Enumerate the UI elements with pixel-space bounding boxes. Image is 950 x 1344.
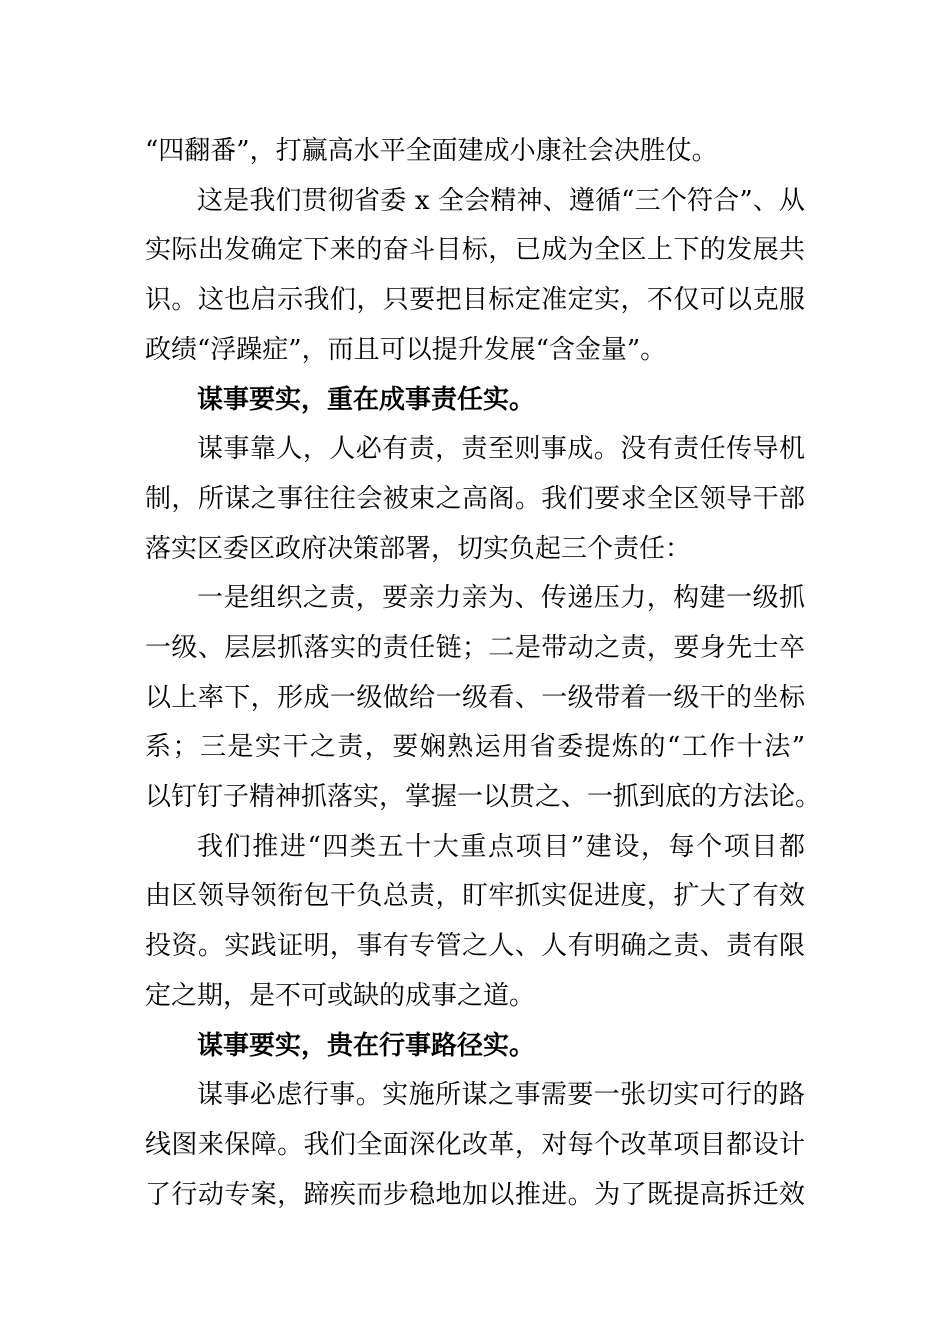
text-line: 政绩“浮躁症”，而且可以提升发展“含金量”。: [145, 335, 667, 365]
text-line: 识。这也启示我们，只要把目标定准定实，不仅可以克服: [145, 285, 805, 315]
text-line: 一级、层层抓落实的责任链；二是带动之责，要身先士卒: [145, 633, 805, 663]
text-line: 由区领导领衔包干负总责，盯牢抓实促进度，扩大了有效: [145, 881, 805, 911]
text-line: 一是组织之责，要亲力亲为、传递压力，构建一级抓: [197, 583, 805, 613]
section-heading: 谋事要实，重在成事责任实。: [197, 385, 536, 415]
text-line: 这是我们贯彻省委 x 全会精神、遵循“三个符合”、从: [197, 186, 805, 216]
text-line: 制，所谋之事往往会被束之高阁。我们要求全区领导干部: [145, 484, 805, 514]
text-line: 谋事必虑行事。实施所谋之事需要一张切实可行的路: [197, 1080, 805, 1110]
text-line: 谋事靠人，人必有责，责至则事成。没有责任传导机: [197, 434, 805, 464]
text-line: “四翻番”，打赢高水平全面建成小康社会决胜仗。: [145, 136, 718, 166]
section-heading: 谋事要实，贵在行事路径实。: [197, 1031, 536, 1061]
text-line: 落实区委区政府决策部署，切实负起三个责任：: [145, 534, 692, 564]
text-line: 投资。实践证明，事有专管之人、人有明确之责、责有限: [145, 931, 805, 961]
text-line: 了行动专案，蹄疾而步稳地加以推进。为了既提高拆迁效: [145, 1180, 805, 1210]
text-line: 以上率下，形成一级做给一级看、一级带着一级干的坐标: [145, 683, 805, 713]
text-line: 以钉钉子精神抓落实，掌握一以贯之、一抓到底的方法论。: [145, 782, 822, 812]
text-line: 实际出发确定下来的奋斗目标，已成为全区上下的发展共: [145, 235, 805, 265]
text-line: 线图来保障。我们全面深化改革，对每个改革项目都设计: [145, 1130, 805, 1160]
text-line: 我们推进“四类五十大重点项目”建设，每个项目都: [197, 832, 805, 862]
text-line: 定之期，是不可或缺的成事之道。: [145, 981, 536, 1011]
text-line: 系；三是实干之责，要娴熟运用省委提炼的“工作十法”: [145, 732, 805, 762]
